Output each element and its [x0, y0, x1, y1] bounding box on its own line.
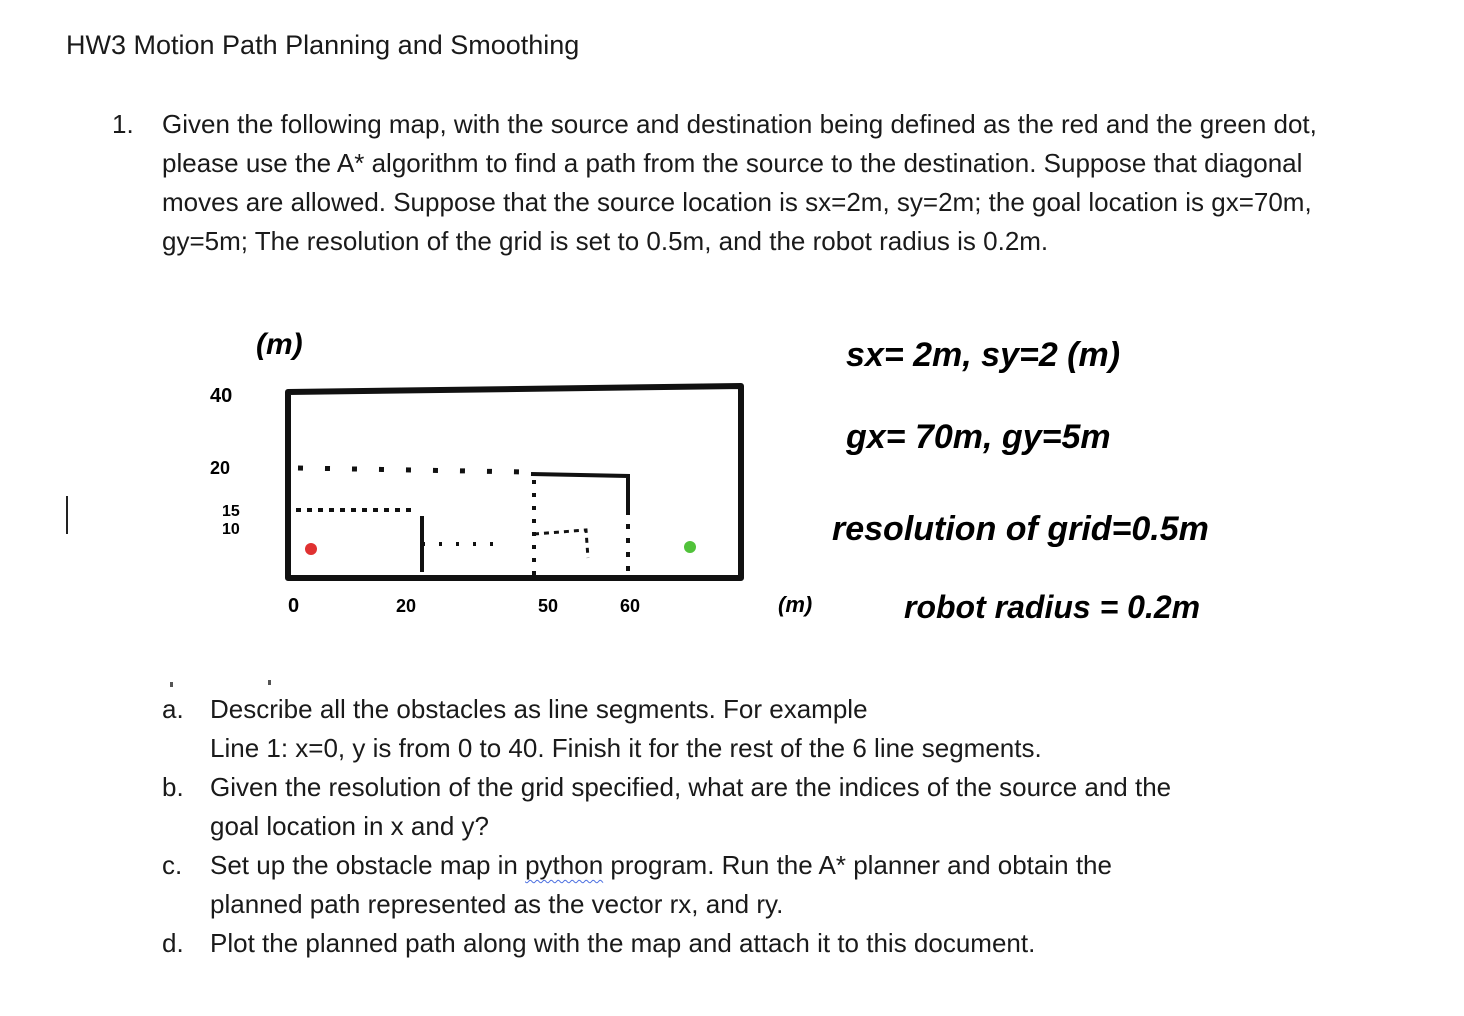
question-number: 1. [112, 109, 134, 139]
x-tick-50: 50 [538, 596, 559, 616]
subpart-c [162, 846, 1332, 924]
spellcheck-word[interactable]: python [525, 850, 604, 880]
subpart-text: Given the resolution of the grid specified, what are the indices of the source and the [210, 772, 1172, 802]
source-dot [305, 543, 317, 555]
subpart-text: goal location in x and y? [210, 811, 489, 841]
text-run: program. Run the A* planner and obtain the [603, 850, 1112, 880]
subpart-d [162, 924, 1332, 963]
dotted-line-20 [298, 468, 526, 472]
subpart-label: c. [162, 850, 183, 880]
y-tick-20: 20 [210, 458, 231, 478]
x-axis-unit: (m) [778, 592, 813, 617]
subpart-a [162, 690, 1332, 768]
stray-dot [170, 682, 173, 687]
question-text: Given the following map, with the source and destination being defined as the red and the green dot, please use the A* algorithm to find a path from the source to the destination. Suppose that diagonal moves are allowed. Suppose that the source location is sx=2m, sy=2m; the goal location is gx=70m, gy=5m; The resolution of the grid is set to 0.5m, and the robot radius is 0.2m. [162, 109, 1317, 256]
map-sketch [196, 320, 1376, 640]
x-tick-0: 0 [288, 595, 300, 617]
note-robot-radius: robot radius = 0.2m [904, 589, 1201, 625]
text-cursor [66, 496, 68, 534]
subpart-text: Describe all the obstacles as line segments. For example [210, 694, 868, 724]
y-axis-unit: (m) [256, 328, 303, 361]
subpart-text: planned path represented as the vector rx, and ry. [210, 889, 784, 919]
obstacle-small [534, 530, 588, 558]
subpart-label: b. [162, 772, 184, 802]
subparts-list [162, 690, 1332, 963]
y-tick-10: 10 [222, 521, 240, 538]
note-goal: gx= 70m, gy=5m [846, 418, 1111, 456]
x-tick-60: 60 [620, 596, 641, 616]
text-run: Set up the obstacle map in [210, 850, 526, 880]
subpart-text [210, 846, 1332, 885]
y-tick-40: 40 [210, 385, 233, 407]
x-tick-20: 20 [396, 596, 417, 616]
subpart-text: Line 1: x=0, y is from 0 to 40. Finish it for the rest of the 6 line segments. [210, 733, 1042, 763]
goal-dot [684, 541, 696, 553]
note-resolution: resolution of grid=0.5m [832, 510, 1209, 548]
subpart-text: Plot the planned path along with the map and attach it to this document. [210, 928, 1036, 958]
note-source: sx= 2m, sy=2 (m) [846, 336, 1121, 374]
stray-dot [268, 680, 271, 685]
y-tick-15: 15 [222, 503, 240, 520]
subpart-b [162, 768, 1332, 846]
obstacle-horizontal-20 [531, 474, 628, 510]
subpart-label: a. [162, 694, 184, 724]
page-title: HW3 Motion Path Planning and Smoothing [66, 30, 580, 60]
map-boundary [288, 386, 741, 578]
subpart-label: d. [162, 928, 184, 958]
hand-drawn-map-figure [196, 320, 1376, 640]
